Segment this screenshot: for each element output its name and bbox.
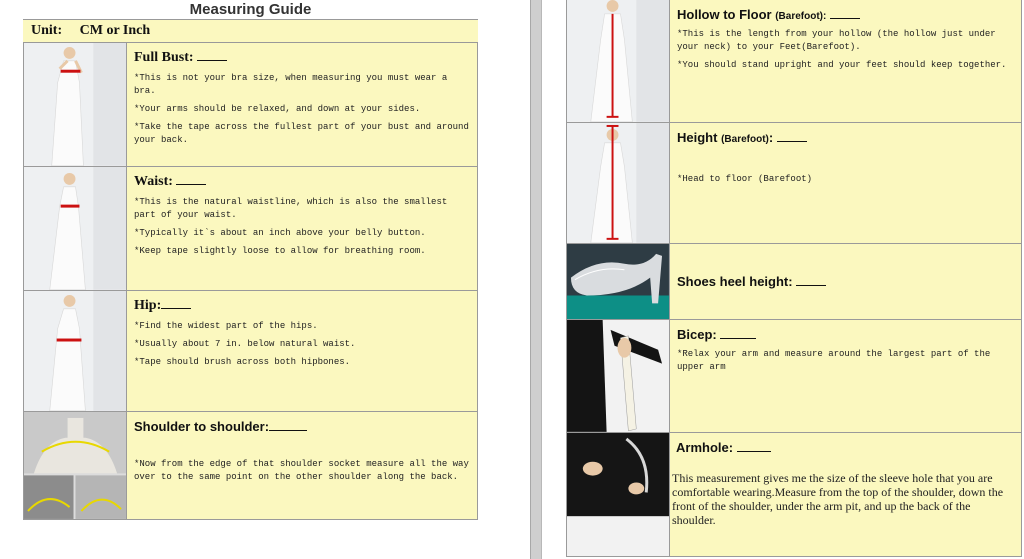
height-image bbox=[567, 123, 670, 243]
hollow-to-floor-image bbox=[567, 0, 670, 122]
waist-text bbox=[127, 167, 477, 290]
shoulder-heading: Shoulder to shoulder: bbox=[134, 419, 470, 434]
hollow-to-floor-text bbox=[670, 0, 1021, 122]
unit-label: Unit: bbox=[31, 23, 63, 38]
height-heading: Height (Barefoot): bbox=[677, 130, 1014, 145]
note: *Keep tape slightly loose to allow for breathing room. bbox=[134, 246, 426, 256]
hollow-to-floor-heading: Hollow to Floor (Barefoot): bbox=[677, 7, 1014, 22]
armhole-heading: Armhole: bbox=[672, 440, 1014, 455]
note: *Take the tape across the fullest part of your bust and around your back. bbox=[134, 122, 469, 145]
page-gutter bbox=[530, 0, 542, 559]
full-bust-heading: Full Bust: bbox=[134, 50, 470, 66]
mannequin-shoulder-icon bbox=[24, 412, 126, 519]
arm-measure-icon bbox=[567, 320, 669, 432]
row-hip bbox=[23, 291, 478, 412]
bride-figure-icon bbox=[24, 167, 126, 290]
waist-heading: Waist: bbox=[134, 174, 470, 190]
armhole-blank[interactable] bbox=[737, 442, 771, 452]
bicep-text bbox=[670, 320, 1021, 432]
bicep-image bbox=[567, 320, 670, 432]
heel-blank[interactable] bbox=[796, 276, 826, 286]
heel-text bbox=[670, 244, 1021, 319]
bicep-blank[interactable] bbox=[720, 329, 756, 339]
note: *Relax your arm and measure around the largest part of the upper arm bbox=[677, 349, 991, 372]
row-full-bust bbox=[23, 43, 478, 167]
unit-value: CM or Inch bbox=[79, 23, 151, 38]
note: *This is the length from your hollow (the hollow just under your neck) to your Feet(Barefoot). bbox=[677, 29, 996, 52]
note: *Your arms should be relaxed, and down at your sides. bbox=[134, 104, 421, 114]
guide-title: Measuring Guide bbox=[23, 0, 478, 20]
armhole-measure-icon bbox=[567, 433, 669, 556]
bride-figure-icon bbox=[24, 43, 126, 166]
waist-blank[interactable] bbox=[176, 175, 206, 185]
row-hollow-to-floor bbox=[566, 0, 1022, 123]
shoulder-text bbox=[127, 412, 477, 519]
hip-text bbox=[127, 291, 477, 411]
unit-line bbox=[23, 20, 478, 43]
hollow-to-floor-blank[interactable] bbox=[830, 9, 860, 19]
note: *Typically it`s about an inch above your belly button. bbox=[134, 228, 426, 238]
hip-image bbox=[24, 291, 127, 411]
bicep-heading: Bicep: bbox=[677, 327, 1014, 342]
shoulder-blank[interactable] bbox=[269, 421, 307, 431]
full-bust-text bbox=[127, 43, 477, 166]
row-armhole bbox=[566, 433, 1022, 557]
high-heel-shoe-icon bbox=[567, 244, 669, 319]
note: *Usually about 7 in. below natural waist. bbox=[134, 339, 356, 349]
row-bicep bbox=[566, 320, 1022, 433]
row-shoulder bbox=[23, 412, 478, 520]
armhole-text bbox=[670, 433, 1021, 556]
bride-figure-icon bbox=[567, 0, 669, 122]
note: *This is the natural waistline, which is also the smallest part of your waist. bbox=[134, 197, 448, 220]
heel-heading: Shoes heel height: bbox=[677, 274, 826, 289]
heel-image bbox=[567, 244, 670, 319]
waist-image bbox=[24, 167, 127, 290]
row-height bbox=[566, 123, 1022, 244]
note: *Head to floor (Barefoot) bbox=[677, 174, 813, 184]
height-blank[interactable] bbox=[777, 132, 807, 142]
note: *Now from the edge of that shoulder socket measure all the way over to the same point on the other shoulder along the back. bbox=[134, 459, 469, 482]
note: *Tape should brush across both hipbones. bbox=[134, 357, 351, 367]
bride-figure-icon bbox=[567, 123, 669, 243]
note: *Find the widest part of the hips. bbox=[134, 321, 318, 331]
height-text bbox=[670, 123, 1021, 243]
full-bust-blank[interactable] bbox=[197, 51, 227, 61]
hip-heading: Hip: bbox=[134, 298, 470, 314]
note: *You should stand upright and your feet should keep together. bbox=[677, 60, 1007, 70]
note: *This is not your bra size, when measuring you must wear a bra. bbox=[134, 73, 448, 96]
row-waist bbox=[23, 167, 478, 291]
shoulder-image bbox=[24, 412, 127, 519]
full-bust-image bbox=[24, 43, 127, 166]
bride-figure-icon bbox=[24, 291, 126, 411]
row-heel-height bbox=[566, 244, 1022, 320]
hip-blank[interactable] bbox=[161, 299, 191, 309]
armhole-description: This measurement gives me the size of the sleeve hole that you are comfortable wearing.Measure from the top of the shoulder, down the front of the shoulder, under the arm pit, and up the back of the shoulder. bbox=[672, 471, 1004, 527]
armhole-image bbox=[567, 433, 670, 556]
